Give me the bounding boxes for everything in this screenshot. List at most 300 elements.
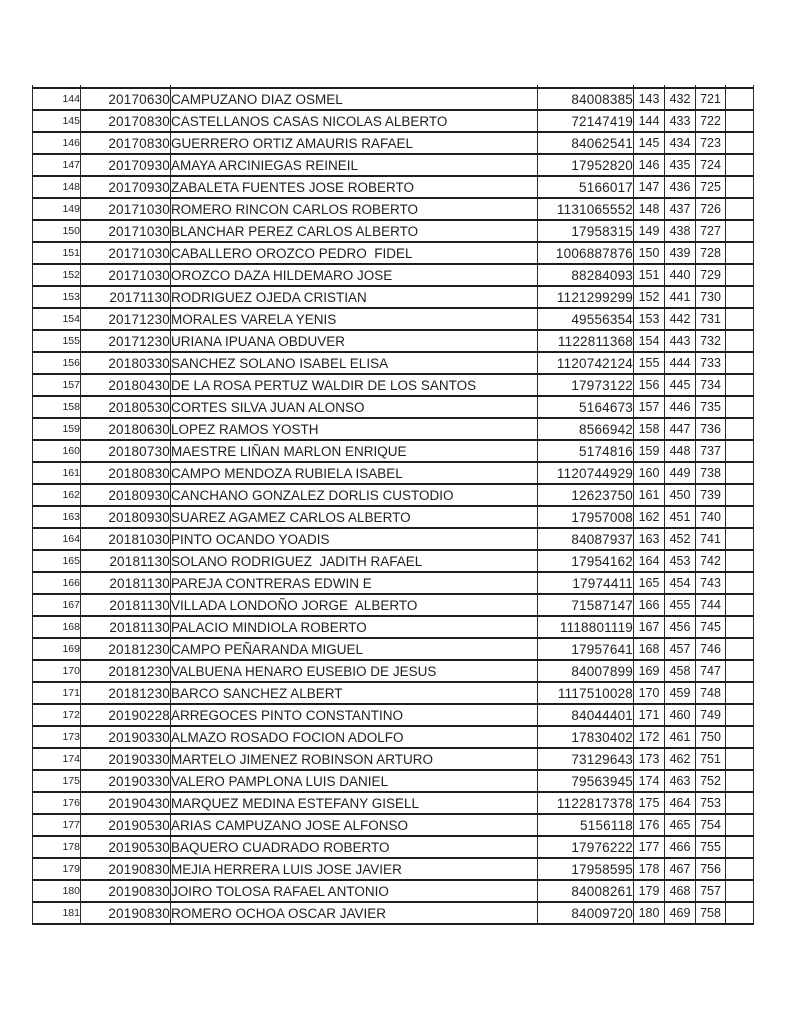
counter1-cell: 175 xyxy=(634,792,665,814)
counter2-cell: 433 xyxy=(665,110,696,132)
name-cell: GUERRERO ORTIZ AMAURIS RAFAEL xyxy=(171,132,538,154)
name-cell: CANCHANO GONZALEZ DORLIS CUSTODIO xyxy=(171,484,538,506)
table-row xyxy=(33,198,754,220)
counter1-cell: 180 xyxy=(634,902,665,924)
counter3-cell: 731 xyxy=(696,308,726,330)
row-number-cell: 173 xyxy=(33,726,81,748)
counter2-cell: 446 xyxy=(665,396,696,418)
id-number-cell: 1120744929 xyxy=(538,462,634,484)
date-cell: 20170930 xyxy=(81,154,171,176)
counter2-cell: 460 xyxy=(665,704,696,726)
counter2-cell: 445 xyxy=(665,374,696,396)
counter2-cell: 432 xyxy=(665,88,696,110)
date-cell: 20180830 xyxy=(81,462,171,484)
table-row xyxy=(33,902,754,924)
name-cell: CAMPO PEÑARANDA MIGUEL xyxy=(171,638,538,660)
blank-cell xyxy=(726,330,754,352)
counter3-cell: 735 xyxy=(696,396,726,418)
table-row xyxy=(33,638,754,660)
table-row xyxy=(33,594,754,616)
table-row xyxy=(33,704,754,726)
counter2-cell: 463 xyxy=(665,770,696,792)
table-row xyxy=(33,374,754,396)
blank-cell xyxy=(726,154,754,176)
date-cell: 20180630 xyxy=(81,418,171,440)
date-cell: 20190830 xyxy=(81,902,171,924)
table-row xyxy=(33,308,754,330)
table-row xyxy=(33,330,754,352)
row-number-cell: 164 xyxy=(33,528,81,550)
table-row xyxy=(33,814,754,836)
counter3-cell: 739 xyxy=(696,484,726,506)
row-number-cell: 144 xyxy=(33,88,81,110)
counter2-cell: 447 xyxy=(665,418,696,440)
name-cell: MORALES VARELA YENIS xyxy=(171,308,538,330)
blank-cell xyxy=(726,286,754,308)
counter1-cell: 156 xyxy=(634,374,665,396)
date-cell: 20170930 xyxy=(81,176,171,198)
table-row xyxy=(33,220,754,242)
blank-cell xyxy=(726,198,754,220)
name-cell: PAREJA CONTRERAS EDWIN E xyxy=(171,572,538,594)
id-number-cell: 84087937 xyxy=(538,528,634,550)
counter3-cell: 740 xyxy=(696,506,726,528)
counter1-cell: 168 xyxy=(634,638,665,660)
name-cell: VALERO PAMPLONA LUIS DANIEL xyxy=(171,770,538,792)
table-row xyxy=(33,242,754,264)
counter2-cell: 442 xyxy=(665,308,696,330)
blank-cell xyxy=(726,616,754,638)
date-cell: 20181130 xyxy=(81,616,171,638)
row-number-cell: 151 xyxy=(33,242,81,264)
row-number-cell: 162 xyxy=(33,484,81,506)
id-number-cell: 17976222 xyxy=(538,836,634,858)
name-cell: CABALLERO OROZCO PEDRO FIDEL xyxy=(171,242,538,264)
row-number-cell: 167 xyxy=(33,594,81,616)
counter3-cell: 729 xyxy=(696,264,726,286)
counter3-cell: 752 xyxy=(696,770,726,792)
table-row xyxy=(33,880,754,902)
blank-cell xyxy=(726,132,754,154)
counter2-cell: 438 xyxy=(665,220,696,242)
row-number-cell: 178 xyxy=(33,836,81,858)
name-cell: DE LA ROSA PERTUZ WALDIR DE LOS SANTOS xyxy=(171,374,538,396)
counter3-cell: 745 xyxy=(696,616,726,638)
id-number-cell: 1122811368 xyxy=(538,330,634,352)
date-cell: 20180930 xyxy=(81,506,171,528)
blank-cell xyxy=(726,902,754,924)
name-cell: VALBUENA HENARO EUSEBIO DE JESUS xyxy=(171,660,538,682)
table-row xyxy=(33,616,754,638)
blank-cell xyxy=(726,836,754,858)
counter2-cell: 444 xyxy=(665,352,696,374)
counter3-cell: 746 xyxy=(696,638,726,660)
counter1-cell: 172 xyxy=(634,726,665,748)
counter2-cell: 465 xyxy=(665,814,696,836)
id-number-cell: 88284093 xyxy=(538,264,634,286)
date-cell: 20190830 xyxy=(81,858,171,880)
counter2-cell: 458 xyxy=(665,660,696,682)
name-cell: AMAYA ARCINIEGAS REINEIL xyxy=(171,154,538,176)
counter3-cell: 758 xyxy=(696,902,726,924)
id-number-cell: 84044401 xyxy=(538,704,634,726)
counter1-cell: 174 xyxy=(634,770,665,792)
name-cell: ROMERO OCHOA OSCAR JAVIER xyxy=(171,902,538,924)
date-cell: 20180430 xyxy=(81,374,171,396)
name-cell: JOIRO TOLOSA RAFAEL ANTONIO xyxy=(171,880,538,902)
table-row xyxy=(33,792,754,814)
row-number-cell: 150 xyxy=(33,220,81,242)
date-cell: 20180330 xyxy=(81,352,171,374)
counter1-cell: 149 xyxy=(634,220,665,242)
counter2-cell: 462 xyxy=(665,748,696,770)
table-row xyxy=(33,154,754,176)
id-number-cell: 1121299299 xyxy=(538,286,634,308)
name-cell: SOLANO RODRIGUEZ JADITH RAFAEL xyxy=(171,550,538,572)
id-number-cell: 5164673 xyxy=(538,396,634,418)
id-number-cell: 84008261 xyxy=(538,880,634,902)
counter1-cell: 171 xyxy=(634,704,665,726)
blank-cell xyxy=(726,484,754,506)
blank-cell xyxy=(726,264,754,286)
records-table xyxy=(32,85,754,925)
date-cell: 20181130 xyxy=(81,572,171,594)
row-number-cell: 149 xyxy=(33,198,81,220)
date-cell: 20181030 xyxy=(81,528,171,550)
blank-cell xyxy=(726,462,754,484)
counter1-cell: 148 xyxy=(634,198,665,220)
date-cell: 20171230 xyxy=(81,330,171,352)
counter2-cell: 449 xyxy=(665,462,696,484)
id-number-cell: 1117510028 xyxy=(538,682,634,704)
counter3-cell: 722 xyxy=(696,110,726,132)
id-number-cell: 17973122 xyxy=(538,374,634,396)
id-number-cell: 1120742124 xyxy=(538,352,634,374)
date-cell: 20171030 xyxy=(81,242,171,264)
name-cell: ZABALETA FUENTES JOSE ROBERTO xyxy=(171,176,538,198)
blank-cell xyxy=(726,242,754,264)
name-cell: CORTES SILVA JUAN ALONSO xyxy=(171,396,538,418)
id-number-cell: 17974411 xyxy=(538,572,634,594)
counter1-cell: 177 xyxy=(634,836,665,858)
blank-cell xyxy=(726,550,754,572)
counter3-cell: 734 xyxy=(696,374,726,396)
name-cell: URIANA IPUANA OBDUVER xyxy=(171,330,538,352)
table-row xyxy=(33,572,754,594)
blank-cell xyxy=(726,528,754,550)
name-cell: MAESTRE LIÑAN MARLON ENRIQUE xyxy=(171,440,538,462)
blank-cell xyxy=(726,682,754,704)
counter1-cell: 152 xyxy=(634,286,665,308)
date-cell: 20190330 xyxy=(81,770,171,792)
id-number-cell: 17954162 xyxy=(538,550,634,572)
counter1-cell: 170 xyxy=(634,682,665,704)
id-number-cell: 17958595 xyxy=(538,858,634,880)
counter1-cell: 144 xyxy=(634,110,665,132)
counter1-cell: 165 xyxy=(634,572,665,594)
counter2-cell: 443 xyxy=(665,330,696,352)
date-cell: 20190430 xyxy=(81,792,171,814)
row-number-cell: 174 xyxy=(33,748,81,770)
row-number-cell: 180 xyxy=(33,880,81,902)
date-cell: 20180930 xyxy=(81,484,171,506)
counter3-cell: 733 xyxy=(696,352,726,374)
counter1-cell: 169 xyxy=(634,660,665,682)
blank-cell xyxy=(726,418,754,440)
table-row xyxy=(33,550,754,572)
id-number-cell: 1131065552 xyxy=(538,198,634,220)
name-cell: VILLADA LONDOÑO JORGE ALBERTO xyxy=(171,594,538,616)
counter1-cell: 163 xyxy=(634,528,665,550)
name-cell: PALACIO MINDIOLA ROBERTO xyxy=(171,616,538,638)
date-cell: 20170830 xyxy=(81,132,171,154)
id-number-cell: 17957008 xyxy=(538,506,634,528)
table-row xyxy=(33,396,754,418)
row-number-cell: 156 xyxy=(33,352,81,374)
date-cell: 20170630 xyxy=(81,88,171,110)
counter1-cell: 160 xyxy=(634,462,665,484)
counter2-cell: 439 xyxy=(665,242,696,264)
blank-cell xyxy=(726,858,754,880)
row-number-cell: 163 xyxy=(33,506,81,528)
date-cell: 20190330 xyxy=(81,748,171,770)
counter1-cell: 176 xyxy=(634,814,665,836)
counter3-cell: 736 xyxy=(696,418,726,440)
row-number-cell: 177 xyxy=(33,814,81,836)
counter3-cell: 749 xyxy=(696,704,726,726)
counter3-cell: 757 xyxy=(696,880,726,902)
name-cell: ARREGOCES PINTO CONSTANTINO xyxy=(171,704,538,726)
table-row xyxy=(33,484,754,506)
row-number-cell: 169 xyxy=(33,638,81,660)
counter2-cell: 435 xyxy=(665,154,696,176)
row-number-cell: 146 xyxy=(33,132,81,154)
id-number-cell: 1122817378 xyxy=(538,792,634,814)
counter2-cell: 459 xyxy=(665,682,696,704)
row-number-cell: 148 xyxy=(33,176,81,198)
id-number-cell: 5166017 xyxy=(538,176,634,198)
date-cell: 20181230 xyxy=(81,638,171,660)
blank-cell xyxy=(726,748,754,770)
table-row xyxy=(33,858,754,880)
counter3-cell: 730 xyxy=(696,286,726,308)
row-number-cell: 152 xyxy=(33,264,81,286)
date-cell: 20190830 xyxy=(81,880,171,902)
table-row xyxy=(33,286,754,308)
date-cell: 20190228 xyxy=(81,704,171,726)
table-row xyxy=(33,110,754,132)
blank-cell xyxy=(726,220,754,242)
counter1-cell: 164 xyxy=(634,550,665,572)
blank-cell xyxy=(726,308,754,330)
counter1-cell: 162 xyxy=(634,506,665,528)
blank-cell xyxy=(726,352,754,374)
blank-cell xyxy=(726,660,754,682)
row-number-cell: 157 xyxy=(33,374,81,396)
counter2-cell: 455 xyxy=(665,594,696,616)
counter3-cell: 750 xyxy=(696,726,726,748)
counter2-cell: 453 xyxy=(665,550,696,572)
id-number-cell: 84008385 xyxy=(538,88,634,110)
counter3-cell: 744 xyxy=(696,594,726,616)
date-cell: 20181230 xyxy=(81,660,171,682)
name-cell: BAQUERO CUADRADO ROBERTO xyxy=(171,836,538,858)
counter1-cell: 178 xyxy=(634,858,665,880)
blank-cell xyxy=(726,880,754,902)
id-number-cell: 8566942 xyxy=(538,418,634,440)
row-number-cell: 172 xyxy=(33,704,81,726)
counter3-cell: 723 xyxy=(696,132,726,154)
counter2-cell: 434 xyxy=(665,132,696,154)
counter3-cell: 738 xyxy=(696,462,726,484)
counter3-cell: 725 xyxy=(696,176,726,198)
date-cell: 20181130 xyxy=(81,594,171,616)
date-cell: 20171030 xyxy=(81,198,171,220)
counter1-cell: 145 xyxy=(634,132,665,154)
counter1-cell: 150 xyxy=(634,242,665,264)
id-number-cell: 17830402 xyxy=(538,726,634,748)
blank-cell xyxy=(726,88,754,110)
name-cell: SUAREZ AGAMEZ CARLOS ALBERTO xyxy=(171,506,538,528)
counter3-cell: 743 xyxy=(696,572,726,594)
name-cell: RODRIGUEZ OJEDA CRISTIAN xyxy=(171,286,538,308)
table-row xyxy=(33,264,754,286)
counter1-cell: 166 xyxy=(634,594,665,616)
name-cell: MARTELO JIMENEZ ROBINSON ARTURO xyxy=(171,748,538,770)
counter2-cell: 457 xyxy=(665,638,696,660)
counter2-cell: 464 xyxy=(665,792,696,814)
row-number-cell: 161 xyxy=(33,462,81,484)
table-row xyxy=(33,440,754,462)
row-number-cell: 165 xyxy=(33,550,81,572)
counter2-cell: 469 xyxy=(665,902,696,924)
counter2-cell: 467 xyxy=(665,858,696,880)
counter2-cell: 454 xyxy=(665,572,696,594)
row-number-cell: 155 xyxy=(33,330,81,352)
name-cell: PINTO OCANDO YOADIS xyxy=(171,528,538,550)
table-row xyxy=(33,132,754,154)
counter1-cell: 151 xyxy=(634,264,665,286)
counter3-cell: 747 xyxy=(696,660,726,682)
row-number-cell: 153 xyxy=(33,286,81,308)
counter3-cell: 737 xyxy=(696,440,726,462)
counter1-cell: 143 xyxy=(634,88,665,110)
row-number-cell: 176 xyxy=(33,792,81,814)
date-cell: 20180530 xyxy=(81,396,171,418)
row-number-cell: 158 xyxy=(33,396,81,418)
row-number-cell: 145 xyxy=(33,110,81,132)
blank-cell xyxy=(726,638,754,660)
id-number-cell: 72147419 xyxy=(538,110,634,132)
blank-cell xyxy=(726,770,754,792)
id-number-cell: 5174816 xyxy=(538,440,634,462)
date-cell: 20181230 xyxy=(81,682,171,704)
id-number-cell: 79563945 xyxy=(538,770,634,792)
table-row xyxy=(33,506,754,528)
counter1-cell: 157 xyxy=(634,396,665,418)
id-number-cell: 84007899 xyxy=(538,660,634,682)
counter3-cell: 756 xyxy=(696,858,726,880)
blank-cell xyxy=(726,792,754,814)
id-number-cell: 5156118 xyxy=(538,814,634,836)
counter3-cell: 741 xyxy=(696,528,726,550)
blank-cell xyxy=(726,572,754,594)
blank-cell xyxy=(726,594,754,616)
name-cell: ARIAS CAMPUZANO JOSE ALFONSO xyxy=(171,814,538,836)
name-cell: MEJIA HERRERA LUIS JOSE JAVIER xyxy=(171,858,538,880)
date-cell: 20171230 xyxy=(81,308,171,330)
counter2-cell: 468 xyxy=(665,880,696,902)
counter1-cell: 153 xyxy=(634,308,665,330)
blank-cell xyxy=(726,396,754,418)
name-cell: SANCHEZ SOLANO ISABEL ELISA xyxy=(171,352,538,374)
row-number-cell: 170 xyxy=(33,660,81,682)
date-cell: 20180730 xyxy=(81,440,171,462)
counter1-cell: 154 xyxy=(634,330,665,352)
row-number-cell: 181 xyxy=(33,902,81,924)
name-cell: BARCO SANCHEZ ALBERT xyxy=(171,682,538,704)
counter3-cell: 727 xyxy=(696,220,726,242)
id-number-cell: 17952820 xyxy=(538,154,634,176)
blank-cell xyxy=(726,110,754,132)
counter3-cell: 742 xyxy=(696,550,726,572)
row-number-cell: 147 xyxy=(33,154,81,176)
id-number-cell: 71587147 xyxy=(538,594,634,616)
row-number-cell: 166 xyxy=(33,572,81,594)
counter2-cell: 441 xyxy=(665,286,696,308)
counter3-cell: 754 xyxy=(696,814,726,836)
date-cell: 20171030 xyxy=(81,264,171,286)
counter2-cell: 450 xyxy=(665,484,696,506)
counter1-cell: 159 xyxy=(634,440,665,462)
row-number-cell: 168 xyxy=(33,616,81,638)
counter3-cell: 726 xyxy=(696,198,726,220)
date-cell: 20190330 xyxy=(81,726,171,748)
blank-cell xyxy=(726,814,754,836)
counter2-cell: 440 xyxy=(665,264,696,286)
counter3-cell: 755 xyxy=(696,836,726,858)
date-cell: 20190530 xyxy=(81,814,171,836)
id-number-cell: 84062541 xyxy=(538,132,634,154)
counter1-cell: 179 xyxy=(634,880,665,902)
table-row xyxy=(33,836,754,858)
counter2-cell: 436 xyxy=(665,176,696,198)
row-number-cell: 171 xyxy=(33,682,81,704)
counter2-cell: 451 xyxy=(665,506,696,528)
counter3-cell: 748 xyxy=(696,682,726,704)
table-row xyxy=(33,660,754,682)
counter3-cell: 751 xyxy=(696,748,726,770)
counter2-cell: 448 xyxy=(665,440,696,462)
table-row xyxy=(33,352,754,374)
id-number-cell: 73129643 xyxy=(538,748,634,770)
date-cell: 20181130 xyxy=(81,550,171,572)
id-number-cell: 17957641 xyxy=(538,638,634,660)
counter3-cell: 724 xyxy=(696,154,726,176)
id-number-cell: 49556354 xyxy=(538,308,634,330)
name-cell: ALMAZO ROSADO FOCION ADOLFO xyxy=(171,726,538,748)
counter3-cell: 753 xyxy=(696,792,726,814)
row-number-cell: 179 xyxy=(33,858,81,880)
counter1-cell: 155 xyxy=(634,352,665,374)
table-row xyxy=(33,528,754,550)
name-cell: OROZCO DAZA HILDEMARO JOSE xyxy=(171,264,538,286)
id-number-cell: 1118801119 xyxy=(538,616,634,638)
counter1-cell: 146 xyxy=(634,154,665,176)
table-row xyxy=(33,418,754,440)
counter3-cell: 721 xyxy=(696,88,726,110)
row-number-cell: 154 xyxy=(33,308,81,330)
